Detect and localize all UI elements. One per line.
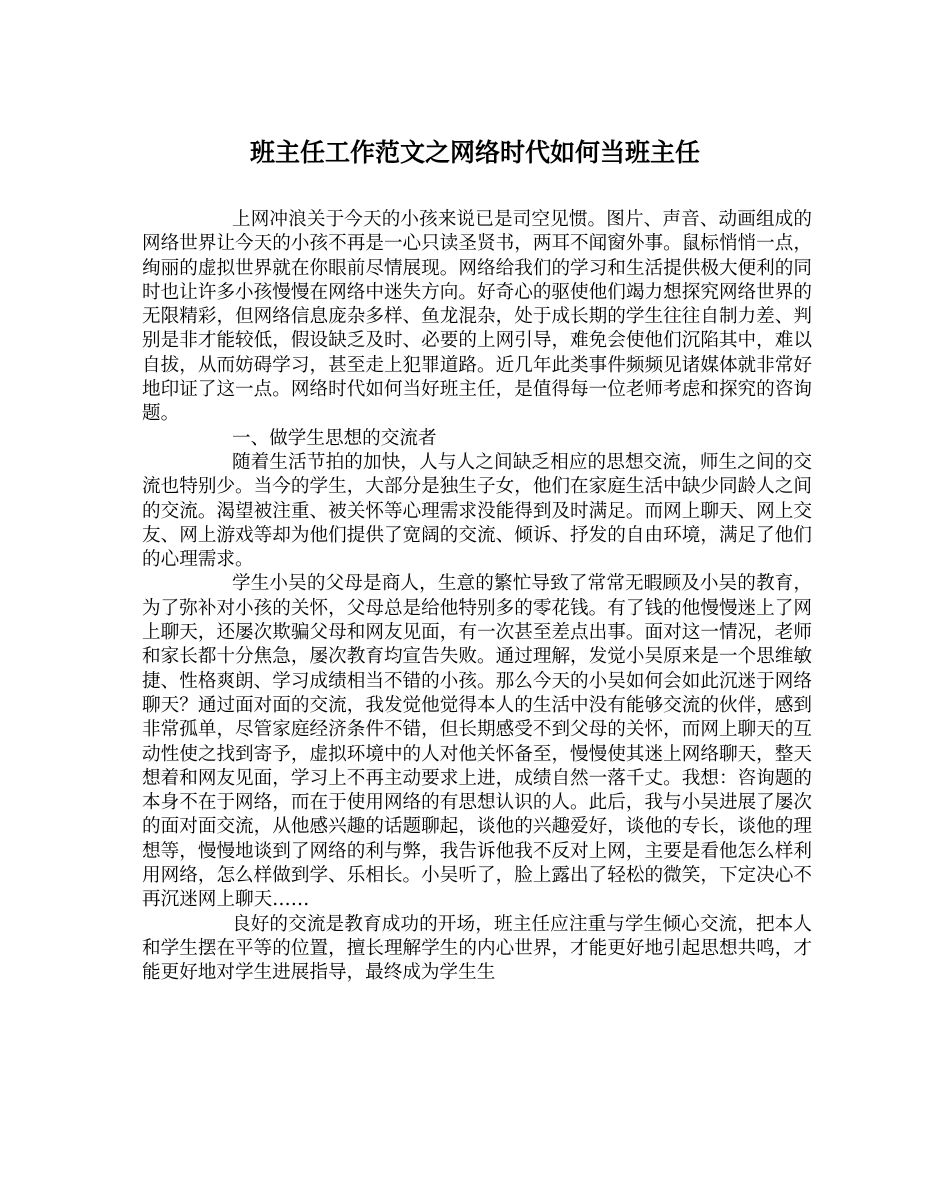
section-heading-1: 一、做学生思想的交流者 xyxy=(232,427,437,449)
paragraph-intro: 上网冲浪关于今天的小孩来说已是司空见惯。图片、声音、动画组成的网络世界让今天的小孩不再是一心只读圣贤书，两耳不闻窗外事。鼠标悄悄一点，绚丽的虚拟世界就在你眼前尽情展现。网络给我们的学习和生活提供极大便利的同时也让许多小孩慢慢在网络中迷失方向。好奇心的驱使他们竭力想探究网络世界的无限精彩，但网络信息庞杂多样、鱼龙混杂，处于成长期的学生往往自制力差、判别是非才能较低，假设缺乏及时、必要的上网引导，难免会使他们沉陷其中，难以自拔，从而妨碍学习，甚至走上犯罪道路。近几年此类事件频频见诸媒体就非常好地印证了这一点。网络时代如何当好班主任，是值得每一位老师考虑和探究的咨询题。 xyxy=(142,209,812,425)
paragraph-good-communication: 良好的交流是教育成功的开场，班主任应注重与学生倾心交流，把本人和学生摆在平等的位置，擅长理解学生的内心世界，才能更好地引起思想共鸣，才能更好地对学生进展指导，最终成为学生生 xyxy=(142,913,812,984)
paragraph-case-xiaowu: 学生小吴的父母是商人，生意的繁忙导致了常常无暇顾及小吴的教育，为了弥补对小孩的关怀，父母总是给他特别多的零花钱。有了钱的他慢慢迷上了网上聊天，还屡次欺骗父母和网友见面，有一次甚至差点出事。面对这一情况，老师和家长都十分焦急，屡次教育均宣告失败。通过理解，发觉小吴原来是一个思维敏捷、性格爽朗、学习成绩相当不错的小孩。那么今天的小吴如何会如此沉迷于网络聊天？通过面对面的交流，我发觉他觉得本人的生活中没有能够交流的伙伴，感到非常孤单，尽管家庭经济条件不错，但长期感受不到父母的关怀，而网上聊天的互动性使之找到寄予，虚拟环境中的人对他关怀备至，慢慢使其迷上网络聊天，整天想着和网友见面，学习上不再主动要求上进，成绩自然一落千丈。我想：咨询题的本身不在于网络，而在于使用网络的有思想认识的人。此后，我与小吴进展了屡次的面对面交流，从他感兴趣的话题聊起，谈他的兴趣爱好，谈他的专长，谈他的理想等，慢慢地谈到了网络的利与弊，我告诉他我不反对上网，主要是看他怎么样利用网络，怎么样做到学、乐相长。小吴听了，脸上露出了轻松的微笑，下定决心不再沉迷网上聊天…… xyxy=(142,573,812,911)
document-body xyxy=(142,208,812,986)
document-title: 班主任工作范文之网络时代如何当班主任 xyxy=(249,138,700,167)
paragraph-communication: 随着生活节拍的加快，人与人之间缺乏相应的思想交流，师生之间的交流也特别少。当今的学生，大部分是独生子女，他们在家庭生活中缺少同龄人之间的交流。渴望被注重、被关怀等心理需求没能得到及时满足。而网上聊天、网上交友、网上游戏等却为他们提供了宽阔的交流、倾诉、抒发的自由环境，满足了他们的心理需求。 xyxy=(142,451,812,571)
